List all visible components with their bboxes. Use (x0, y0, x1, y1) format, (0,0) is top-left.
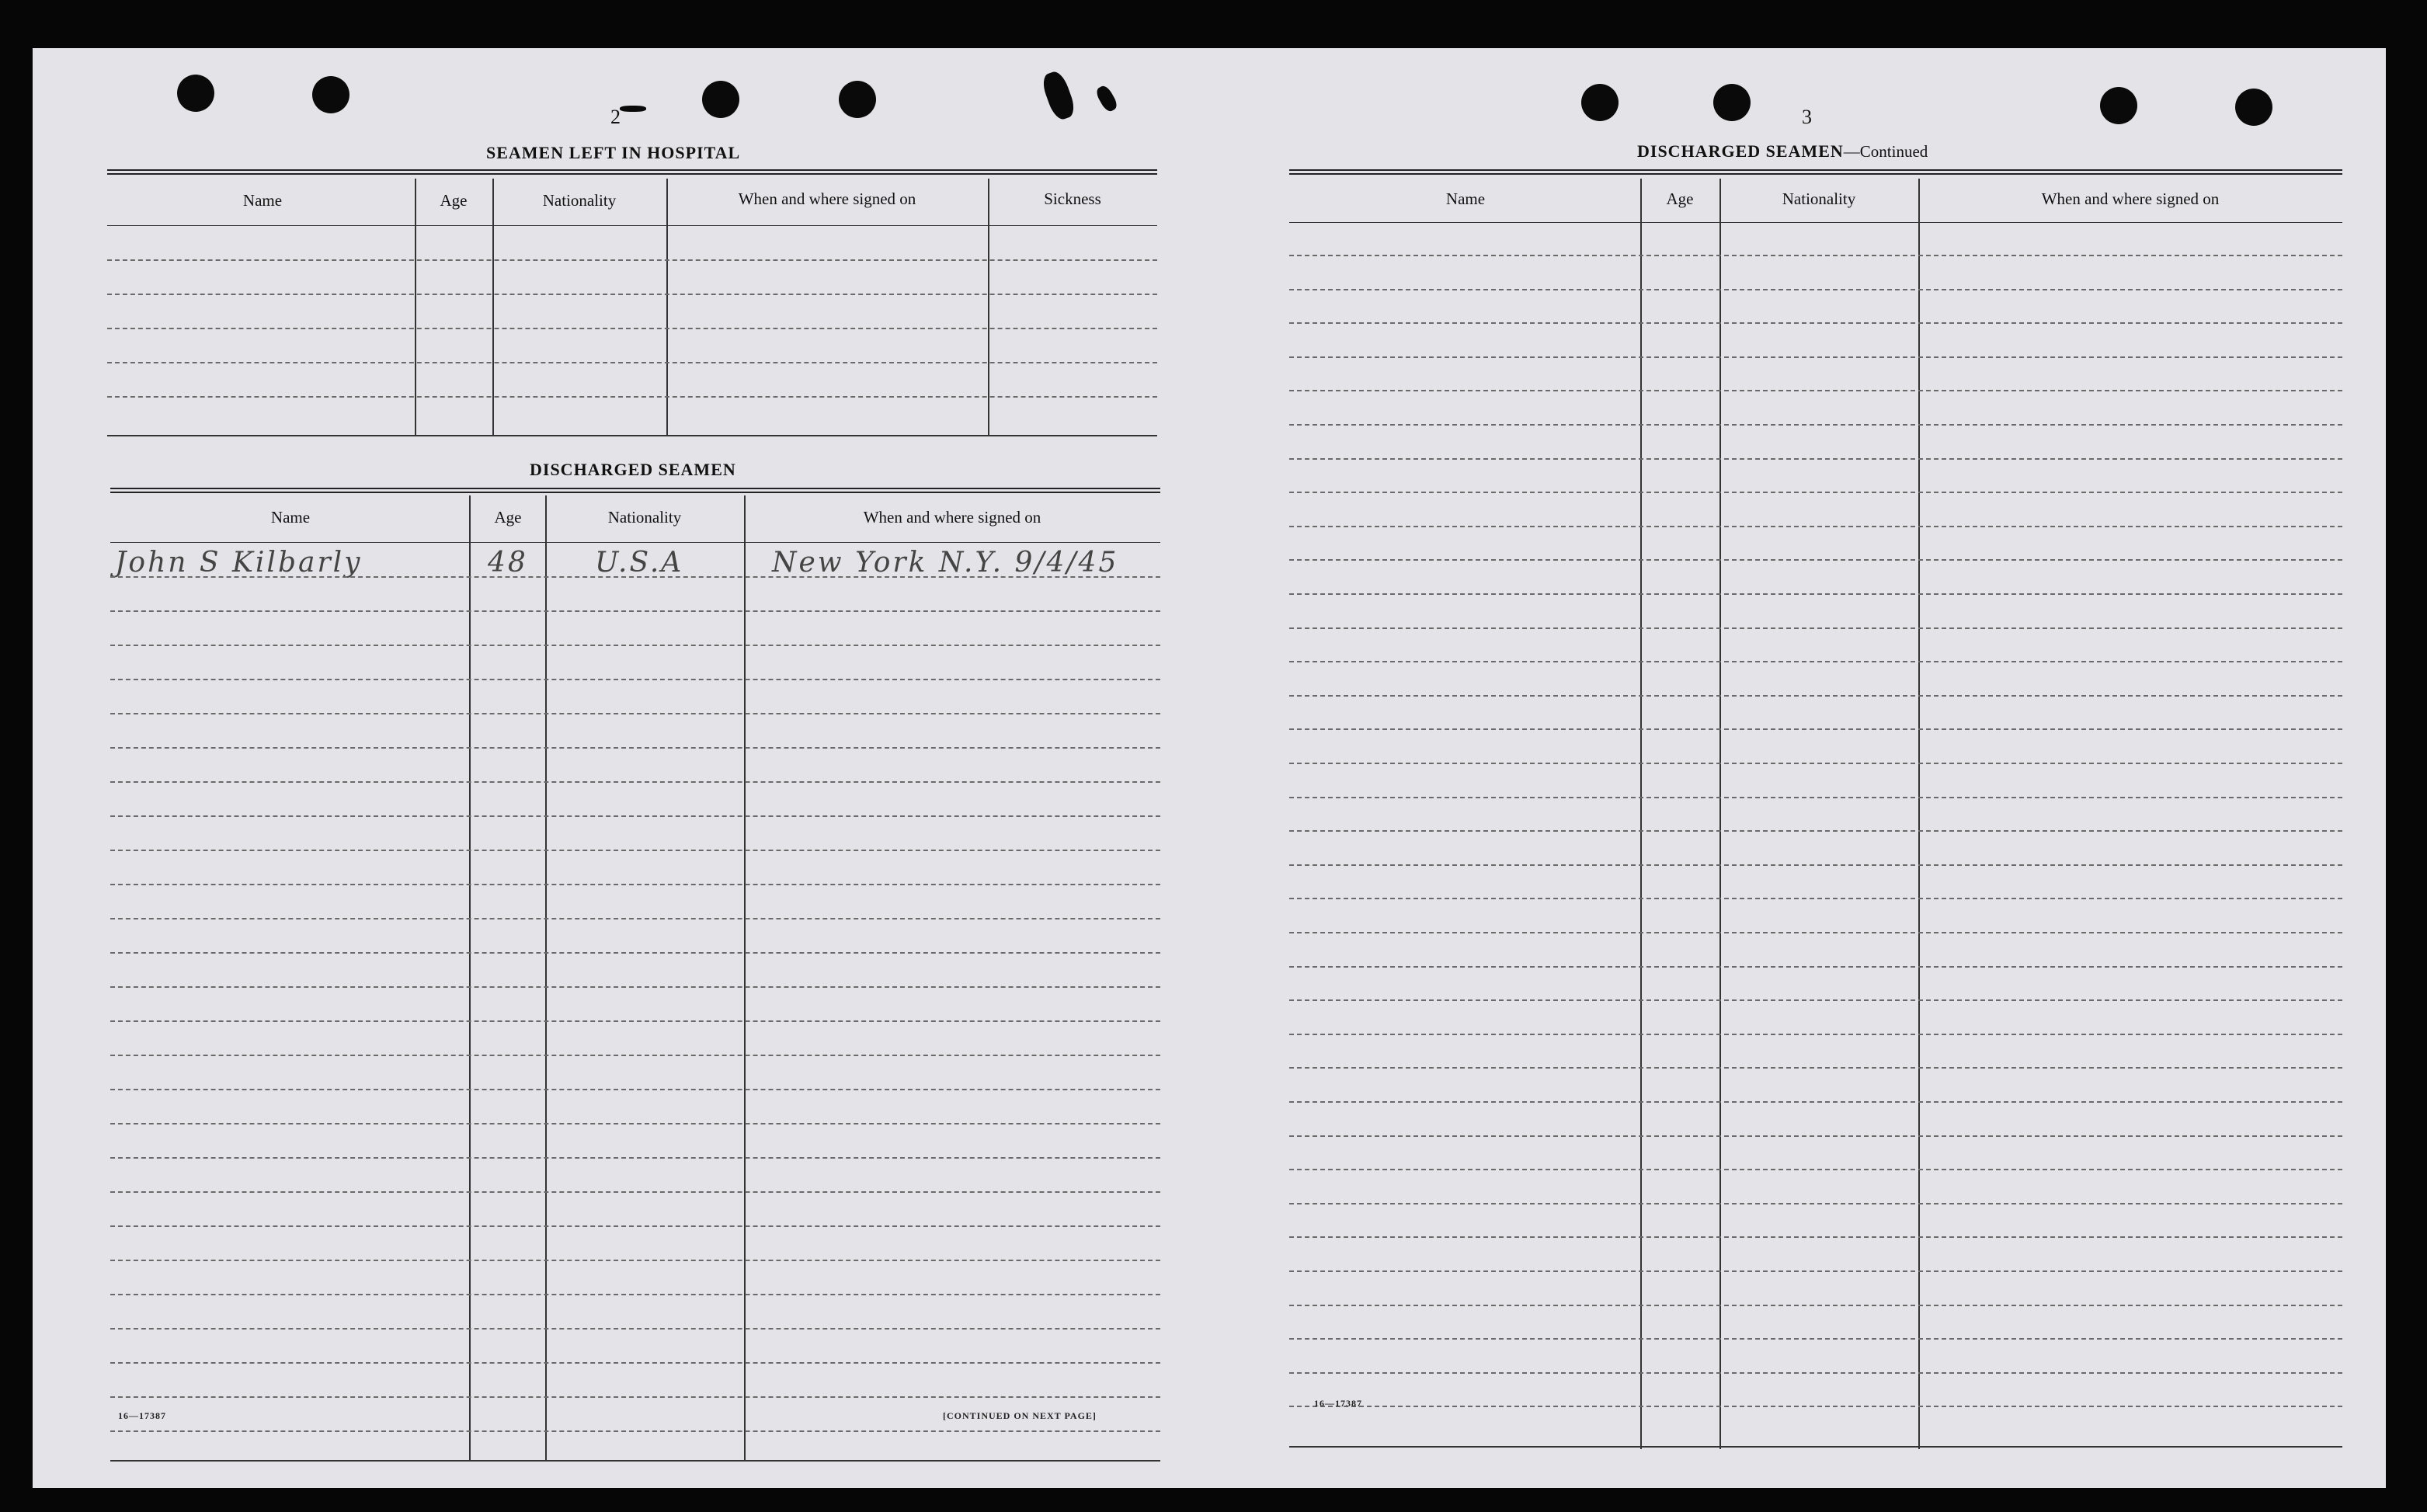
column-header-age: Age (440, 191, 468, 210)
column-divider (469, 495, 471, 1462)
ruled-entry-line (1289, 898, 2342, 899)
header-rule (1289, 222, 2342, 223)
section-title-suffix: —Continued (1843, 142, 1928, 161)
ruled-entry-line (107, 294, 1157, 295)
page-number: 3 (1802, 106, 1812, 128)
column-divider (545, 495, 547, 1462)
ruled-entry-line (110, 815, 1160, 817)
ruled-entry-line (110, 918, 1160, 919)
handwritten-nationality: U.S.A (595, 547, 684, 579)
ruled-entry-line (107, 362, 1157, 363)
ruled-entry-line (110, 1294, 1160, 1295)
torn-edge-mark (1094, 84, 1120, 113)
ruled-entry-line (110, 1328, 1160, 1330)
form-number: 16—17387 (118, 1410, 166, 1421)
ruled-entry-line (1289, 1169, 2342, 1170)
ruled-entry-line (110, 1430, 1160, 1432)
torn-edge-mark (620, 106, 646, 112)
ruled-entry-line (110, 1396, 1160, 1398)
ruled-entry-line (1289, 1203, 2342, 1204)
ruled-entry-line (1289, 424, 2342, 426)
column-divider (415, 179, 416, 436)
continued-note: [CONTINUED ON NEXT PAGE] (943, 1410, 1097, 1421)
punch-hole (2235, 89, 2272, 126)
ruled-entry-line (110, 781, 1160, 783)
column-divider (1640, 179, 1642, 1449)
ruled-entry-line (1289, 356, 2342, 358)
ruled-entry-line (1289, 864, 2342, 866)
punch-hole (1713, 84, 1751, 121)
punch-hole (1581, 84, 1619, 121)
column-header-sickness: Sickness (1044, 189, 1101, 208)
section-title-hospital: SEAMEN LEFT IN HOSPITAL (486, 143, 741, 162)
table-top-rule (1289, 169, 2342, 175)
ruled-entry-line (110, 747, 1160, 749)
ruled-entry-line (110, 1362, 1160, 1364)
ruled-entry-line (1289, 322, 2342, 324)
ruled-entry-line (110, 1225, 1160, 1227)
ruled-entry-line (1289, 492, 2342, 493)
column-header-nationality: Nationality (1782, 189, 1856, 208)
column-header-name: Name (1445, 189, 1486, 208)
torn-edge-mark (1039, 69, 1077, 123)
column-divider (1918, 179, 1920, 1449)
column-header-signed-on: When and where signed on (863, 508, 1041, 527)
punch-hole (839, 81, 876, 118)
ruled-entry-line (1289, 1236, 2342, 1238)
ruled-entry-line (1289, 999, 2342, 1001)
page-number: 2 (610, 106, 621, 128)
section-title-discharged-continued (1637, 141, 1928, 162)
column-divider (492, 179, 494, 436)
section-title-discharged: DISCHARGED SEAMEN (530, 460, 736, 479)
ruled-entry-line (110, 986, 1160, 988)
ruled-entry-line (1289, 458, 2342, 460)
ruled-entry-line (1289, 593, 2342, 595)
table-top-rule (110, 488, 1160, 493)
table-bottom-rule (110, 1460, 1160, 1462)
ruled-entry-line (1289, 390, 2342, 391)
column-header-nationality: Nationality (607, 508, 682, 527)
column-divider (744, 495, 746, 1462)
ruled-entry-line (1289, 661, 2342, 662)
ruled-entry-line (1289, 728, 2342, 730)
ruled-entry-line (1289, 797, 2342, 798)
ruled-entry-line (1289, 966, 2342, 968)
ruled-entry-line (1289, 1034, 2342, 1035)
ruled-entry-line (1289, 1372, 2342, 1374)
ruled-entry-line (110, 884, 1160, 885)
ruled-entry-line (1289, 830, 2342, 832)
punch-hole (2100, 87, 2137, 124)
form-number: 16—17387 (1314, 1398, 1362, 1409)
ruled-entry-line (1289, 526, 2342, 527)
ruled-entry-line (1289, 1135, 2342, 1137)
ruled-entry-line (110, 850, 1160, 851)
ruled-entry-line (110, 679, 1160, 680)
ruled-entry-line (1289, 559, 2342, 561)
ruled-entry-line (107, 396, 1157, 398)
ruled-entry-line (1289, 1406, 2342, 1407)
table-bottom-rule (107, 435, 1157, 436)
handwritten-name: John S Kilbarly (115, 547, 363, 579)
ruled-entry-line (110, 1123, 1160, 1124)
column-divider (666, 179, 668, 436)
ruled-entry-line (110, 645, 1160, 646)
table-top-rule (107, 169, 1157, 175)
ruled-entry-line (110, 1020, 1160, 1022)
column-header-age: Age (1666, 189, 1694, 208)
ruled-entry-line (110, 952, 1160, 954)
column-header-nationality: Nationality (542, 191, 617, 210)
header-rule (107, 225, 1157, 226)
column-header-signed-on: When and where signed on (2041, 189, 2220, 208)
ruled-entry-line (110, 610, 1160, 612)
document-sheet (33, 48, 2386, 1488)
column-header-age: Age (494, 508, 522, 527)
punch-hole (177, 75, 214, 112)
ruled-entry-line (110, 576, 1160, 578)
ruled-entry-line (1289, 1101, 2342, 1103)
punch-hole (702, 81, 739, 118)
ruled-entry-line (110, 1191, 1160, 1193)
ruled-entry-line (110, 713, 1160, 714)
ruled-entry-line (1289, 763, 2342, 764)
punch-hole (312, 76, 349, 113)
ruled-entry-line (1289, 1067, 2342, 1069)
section-title-text: DISCHARGED SEAMEN (1637, 141, 1844, 161)
column-header-name: Name (242, 191, 283, 210)
ruled-entry-line (110, 1055, 1160, 1056)
ruled-entry-line (1289, 932, 2342, 933)
ruled-entry-line (110, 1260, 1160, 1261)
column-divider (1719, 179, 1721, 1449)
ruled-entry-line (107, 328, 1157, 329)
ruled-entry-line (1289, 1305, 2342, 1306)
ruled-entry-line (1289, 1270, 2342, 1272)
ruled-entry-line (110, 1157, 1160, 1159)
ruled-entry-line (1289, 627, 2342, 629)
column-header-signed-on: When and where signed on (738, 189, 916, 208)
header-rule (110, 542, 1160, 543)
handwritten-age: 48 (488, 547, 528, 579)
ruled-entry-line (1289, 255, 2342, 256)
table-bottom-rule (1289, 1446, 2342, 1448)
handwritten-signed-on: New York N.Y. 9/4/45 (772, 547, 1119, 579)
ruled-entry-line (107, 259, 1157, 261)
ruled-entry-line (1289, 289, 2342, 290)
ruled-entry-line (1289, 695, 2342, 697)
ruled-entry-line (110, 1089, 1160, 1090)
column-header-name: Name (270, 508, 311, 527)
column-divider (988, 179, 989, 436)
ruled-entry-line (1289, 1338, 2342, 1340)
